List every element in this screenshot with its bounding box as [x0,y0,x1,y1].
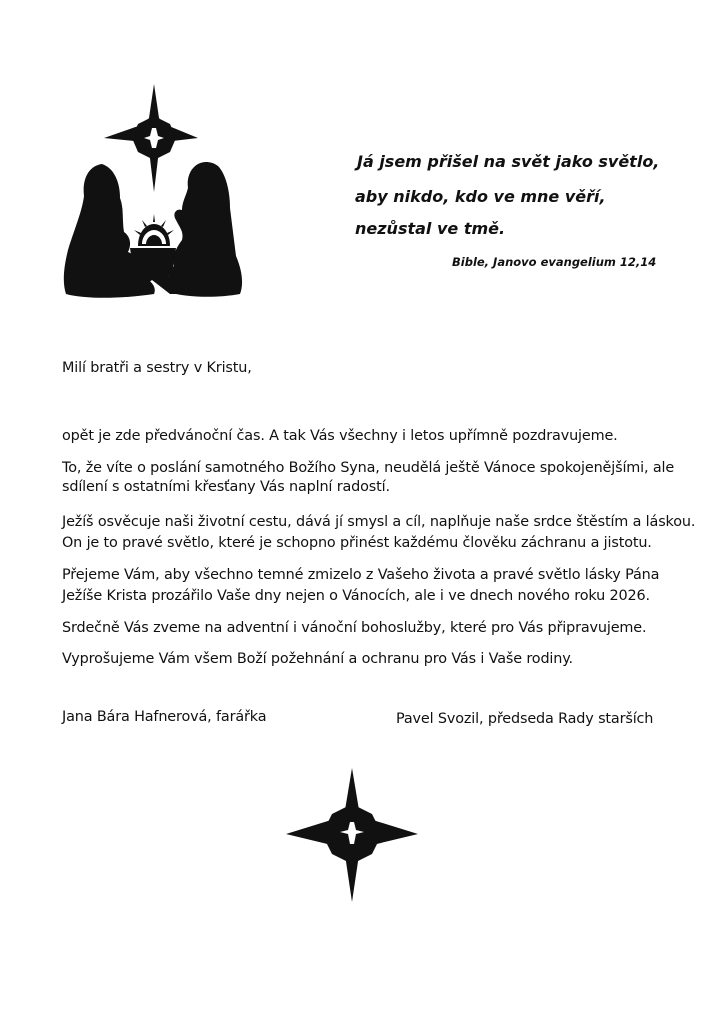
paragraph-6: Vyprošujeme Vám všem Boží požehnání a ochranu pro Vás i Vaše rodiny. [62,651,573,667]
manger-icon [128,214,176,294]
signature-pastor: Jana Bára Hafnerová, farářka [62,709,267,725]
paragraph-3-line-1: Ježíš osvěcuje naši životní cestu, dává jí smysl a cíl, naplňuje naše srdce štěstím a láskou. [62,514,696,530]
joseph-figure [166,162,242,297]
paragraph-3-line-2: On je to pravé světlo, které je schopno přinést každému člověku záchranu a jistotu. [62,535,652,551]
nativity-illustration-icon [58,80,248,302]
paragraph-2-line-1: To, že víte o poslání samotného Božího Syna, neudělá ještě Vánoce spokojenějšími, ale [62,460,675,476]
bethlehem-star-icon [104,84,198,192]
paragraph-4-line-1: Přejeme Vám, aby všechno temné zmizelo z Vašeho života a pravé světlo lásky Pána [62,567,660,583]
quote-line-2: aby nikdo, kdo ve mne věří, [355,187,606,206]
quote-line-1: Já jsem přišel na svět jako světlo, [357,152,660,171]
star-of-bethlehem-icon [286,768,418,902]
quote-reference: Bible, Janovo evangelium 12,14 [452,255,657,269]
paragraph-1: opět je zde předvánoční čas. A tak Vás všechny i letos upřímně pozdravujeme. [62,428,618,444]
letter-greeting: Milí bratři a sestry v Kristu, [62,360,252,376]
paragraph-4-line-2: Ježíše Krista prozářilo Vaše dny nejen o Vánocích, ale i ve dnech nového roku 2026. [62,588,650,604]
signature-elder-chair: Pavel Svozil, předseda Rady starších [396,711,654,727]
quote-line-3: nezůstal ve tmě. [355,219,506,238]
paragraph-5: Srdečně Vás zveme na adventní i vánoční bohoslužby, které pro Vás připravujeme. [62,620,647,636]
paragraph-2-line-2: sdílení s ostatními křesťany Vás naplní radostí. [62,479,390,495]
